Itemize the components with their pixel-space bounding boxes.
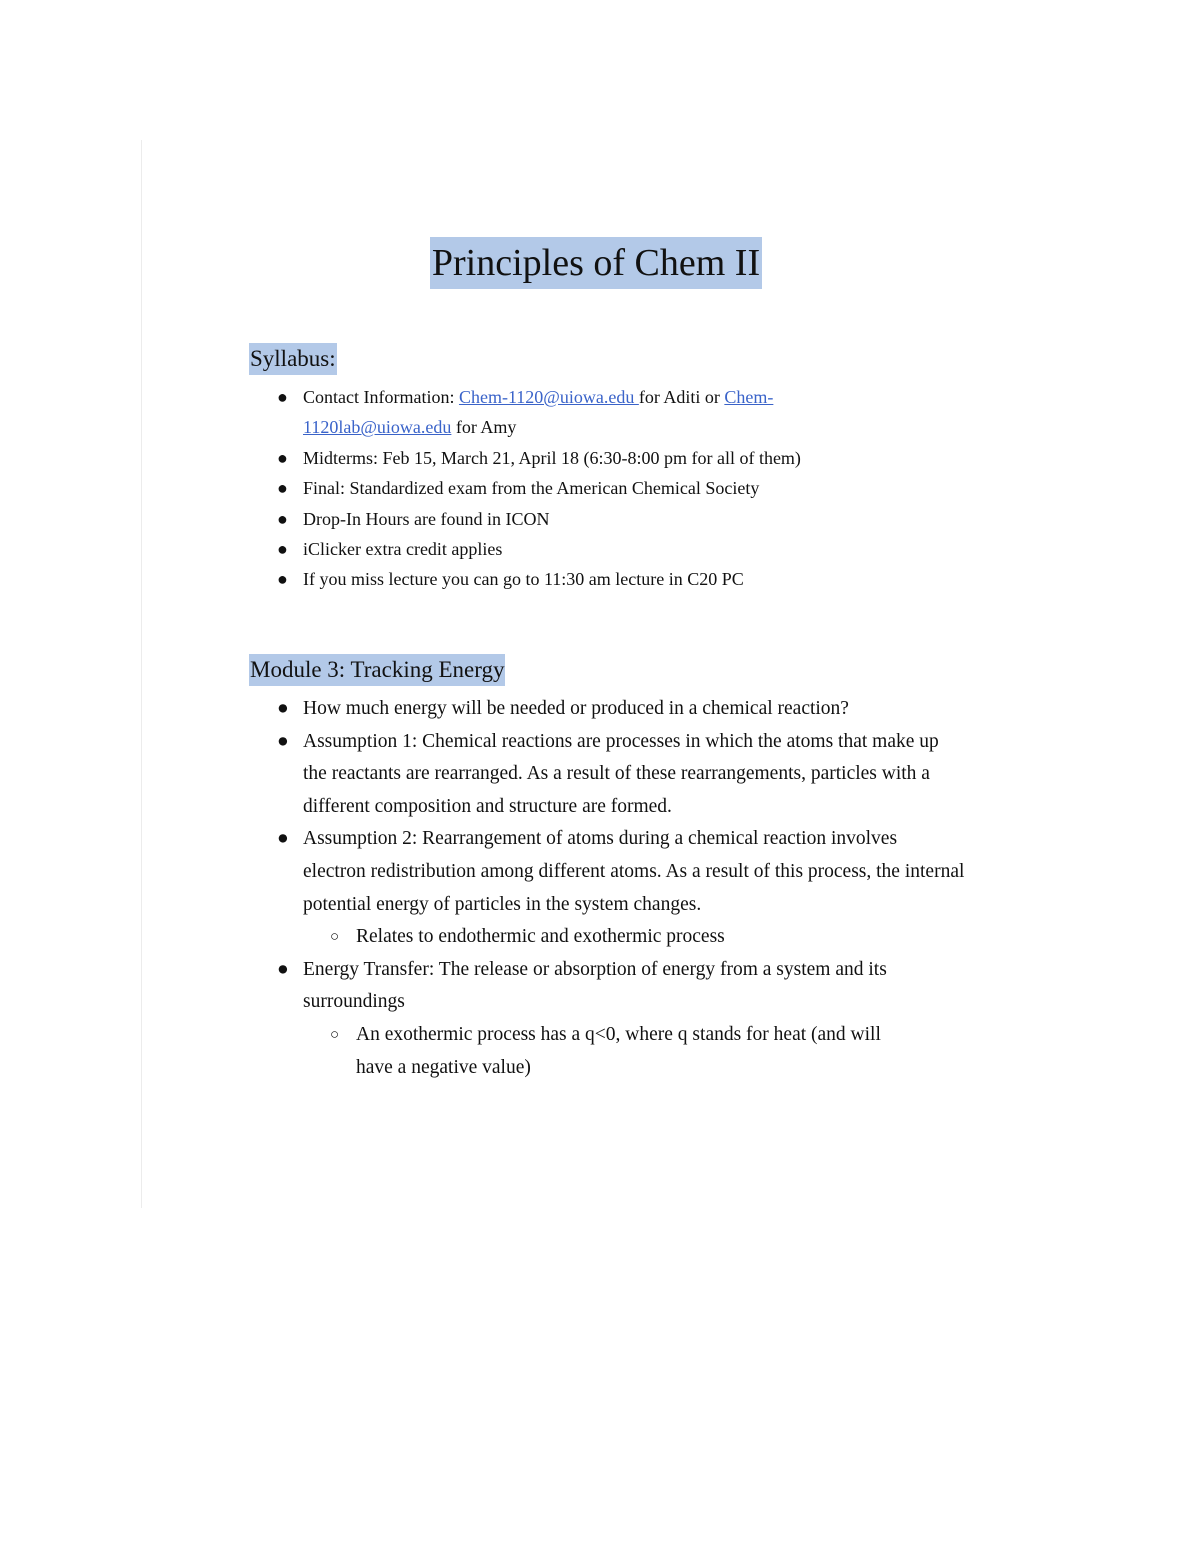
list-item-text: Final: Standardized exam from the American Chemical Society <box>303 478 760 499</box>
list-item <box>274 443 874 473</box>
list-item-text: If you miss lecture you can go to 11:30 am lecture in C20 PC <box>303 569 744 590</box>
text-line: surroundings <box>303 991 405 1013</box>
bullet-icon: ● <box>277 730 289 752</box>
list-item-text <box>297 954 1034 1019</box>
text-line: the reactants are rearranged. As a result of these rearrangements, particles with a <box>303 763 930 785</box>
text-line: have a negative value) <box>356 1056 531 1078</box>
contact-text: for Aditi or <box>638 387 725 407</box>
module3-list <box>274 693 1034 1084</box>
sub-list-item <box>297 921 1034 954</box>
text-line: Assumption 2: Rearrangement of atoms during a chemical reaction involves <box>303 828 898 850</box>
email-link-aditi[interactable]: Chem-1120@uiowa.edu <box>458 387 639 407</box>
list-item <box>274 726 1034 824</box>
email-link-amy-part2[interactable]: 1120lab@uiowa.edu <box>303 417 452 438</box>
list-item-text: iClicker extra credit applies <box>303 539 503 560</box>
contact-label: Contact Information: <box>303 387 459 407</box>
list-item-text: Drop-In Hours are found in ICON <box>303 508 550 529</box>
text-line: electron redistribution among different atoms. As a result of this process, the internal <box>303 860 965 882</box>
list-item <box>274 823 1034 953</box>
list-item <box>274 534 874 564</box>
sub-list-item-text <box>351 1019 1034 1084</box>
bullet-icon: ● <box>277 508 288 529</box>
sub-list-item-text: Relates to endothermic and exothermic process <box>356 926 725 948</box>
page-edge-line <box>141 140 142 1208</box>
bullet-icon: ● <box>277 958 289 980</box>
module3-heading: Module 3: Tracking Energy <box>249 654 505 686</box>
text-line: Energy Transfer: The release or absorption of energy from a system and its <box>303 958 887 980</box>
list-item <box>274 504 874 534</box>
list-item <box>274 564 874 594</box>
text-line: different composition and structure are formed. <box>303 795 672 817</box>
list-item-text <box>297 726 1034 824</box>
bullet-icon: ● <box>277 698 289 719</box>
page-title: Principles of Chem II <box>430 237 762 289</box>
contact-information <box>297 382 874 443</box>
list-item-text: How much energy will be needed or produced in a chemical reaction? <box>303 698 849 719</box>
sub-list <box>297 1019 1034 1084</box>
bullet-icon: ● <box>277 569 288 590</box>
syllabus-heading: Syllabus: <box>249 343 337 375</box>
list-item <box>274 473 874 503</box>
title-container <box>0 237 1200 289</box>
text-line: An exothermic process has a q<0, where q stands for heat (and will <box>356 1023 881 1045</box>
list-item-text <box>297 823 1034 921</box>
contact-text: for Amy <box>451 417 517 438</box>
list-item <box>274 693 1034 726</box>
text-line: Assumption 1: Chemical reactions are processes in which the atoms that make up <box>303 730 939 752</box>
list-item <box>274 954 1034 1084</box>
list-item <box>274 382 874 443</box>
bullet-icon: ● <box>277 478 288 499</box>
text-line: potential energy of particles in the system changes. <box>303 893 702 915</box>
sub-list-item <box>297 1019 1034 1084</box>
hollow-bullet-icon: ○ <box>330 1026 340 1043</box>
syllabus-list <box>274 382 874 595</box>
hollow-bullet-icon: ○ <box>330 929 340 946</box>
bullet-icon: ● <box>277 539 288 560</box>
list-item-text: Midterms: Feb 15, March 21, April 18 (6:30-8:00 pm for all of them) <box>303 447 801 468</box>
bullet-icon: ● <box>277 828 289 850</box>
email-link-amy-part1[interactable]: Chem- <box>724 387 774 407</box>
bullet-icon: ● <box>277 387 288 407</box>
bullet-icon: ● <box>277 447 288 468</box>
sub-list <box>297 921 1034 954</box>
